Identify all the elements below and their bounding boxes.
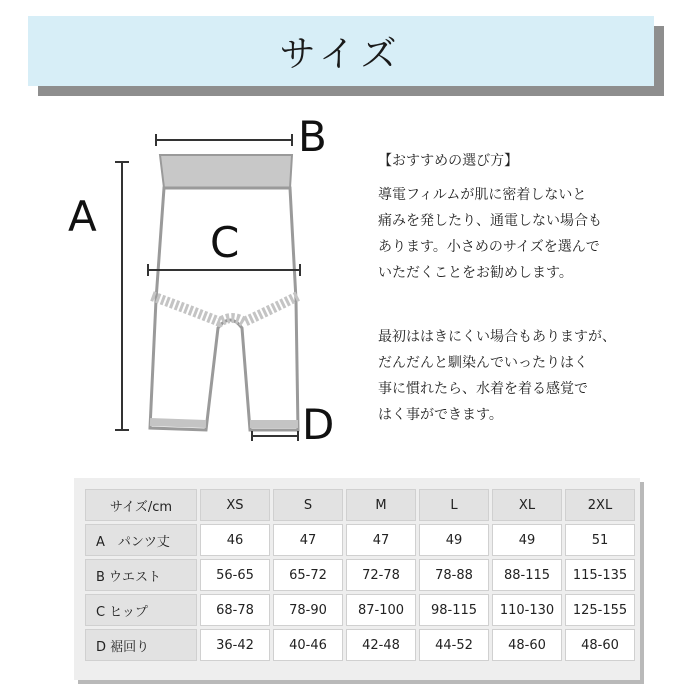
table-row <box>85 594 635 626</box>
advice-heading: 【おすすめの選び方】 <box>378 153 519 169</box>
advice-line: はく事ができます。 <box>378 407 503 423</box>
advice-line: だんだんと馴染んでいったりはく <box>378 355 588 371</box>
table-row <box>85 629 635 661</box>
row-label: C ヒップ <box>85 594 197 626</box>
table-cell: 125-155 <box>565 594 635 626</box>
size-table <box>82 486 638 664</box>
advice-text <box>378 148 678 428</box>
table-header-row <box>85 489 635 521</box>
size-header: 2XL <box>565 489 635 521</box>
label-d: D <box>302 400 335 449</box>
advice-line: 最初ははきにくい場合もありますが、 <box>378 329 616 345</box>
table-cell: 51 <box>565 524 635 556</box>
table-cell: 78-88 <box>419 559 489 591</box>
title-banner <box>28 16 654 86</box>
size-table-container <box>74 478 640 680</box>
table-cell: 42-48 <box>346 629 416 661</box>
table-cell: 47 <box>273 524 343 556</box>
label-b: B <box>298 112 327 161</box>
row-label: A パンツ丈 <box>85 524 197 556</box>
size-header: M <box>346 489 416 521</box>
table-row <box>85 559 635 591</box>
table-row <box>85 524 635 556</box>
table-corner: サイズ/cm <box>85 489 197 521</box>
table-cell: 115-135 <box>565 559 635 591</box>
table-cell: 56-65 <box>200 559 270 591</box>
table-cell: 49 <box>419 524 489 556</box>
table-cell: 72-78 <box>346 559 416 591</box>
advice-line: 事に慣れたら、水着を着る感覚で <box>378 381 588 397</box>
advice-line: 痛みを発したり、通電しない場合も <box>378 213 602 229</box>
table-cell: 48-60 <box>565 629 635 661</box>
table-cell: 98-115 <box>419 594 489 626</box>
table-cell: 46 <box>200 524 270 556</box>
advice-line: 導電フィルムが肌に密着しないと <box>378 187 587 203</box>
table-cell: 110-130 <box>492 594 562 626</box>
advice-line: あります。小さめのサイズを選んで <box>378 239 600 255</box>
table-cell: 36-42 <box>200 629 270 661</box>
table-cell: 47 <box>346 524 416 556</box>
row-label: D 裾回り <box>85 629 197 661</box>
size-header: S <box>273 489 343 521</box>
table-cell: 87-100 <box>346 594 416 626</box>
row-label: B ウエスト <box>85 559 197 591</box>
crotch-panel <box>152 296 298 322</box>
table-cell: 48-60 <box>492 629 562 661</box>
table-cell: 88-115 <box>492 559 562 591</box>
label-a: A <box>68 192 97 241</box>
table-cell: 65-72 <box>273 559 343 591</box>
size-header: XS <box>200 489 270 521</box>
table-cell: 40-46 <box>273 629 343 661</box>
size-header: XL <box>492 489 562 521</box>
table-cell: 44-52 <box>419 629 489 661</box>
size-header: L <box>419 489 489 521</box>
advice-line: いただくことをお勧めします。 <box>378 265 573 281</box>
table-cell: 49 <box>492 524 562 556</box>
hem-left <box>150 422 206 424</box>
waistband <box>160 155 292 188</box>
table-cell: 68-78 <box>200 594 270 626</box>
page-title: サイズ <box>279 33 403 75</box>
label-c: C <box>210 218 240 267</box>
table-cell: 78-90 <box>273 594 343 626</box>
